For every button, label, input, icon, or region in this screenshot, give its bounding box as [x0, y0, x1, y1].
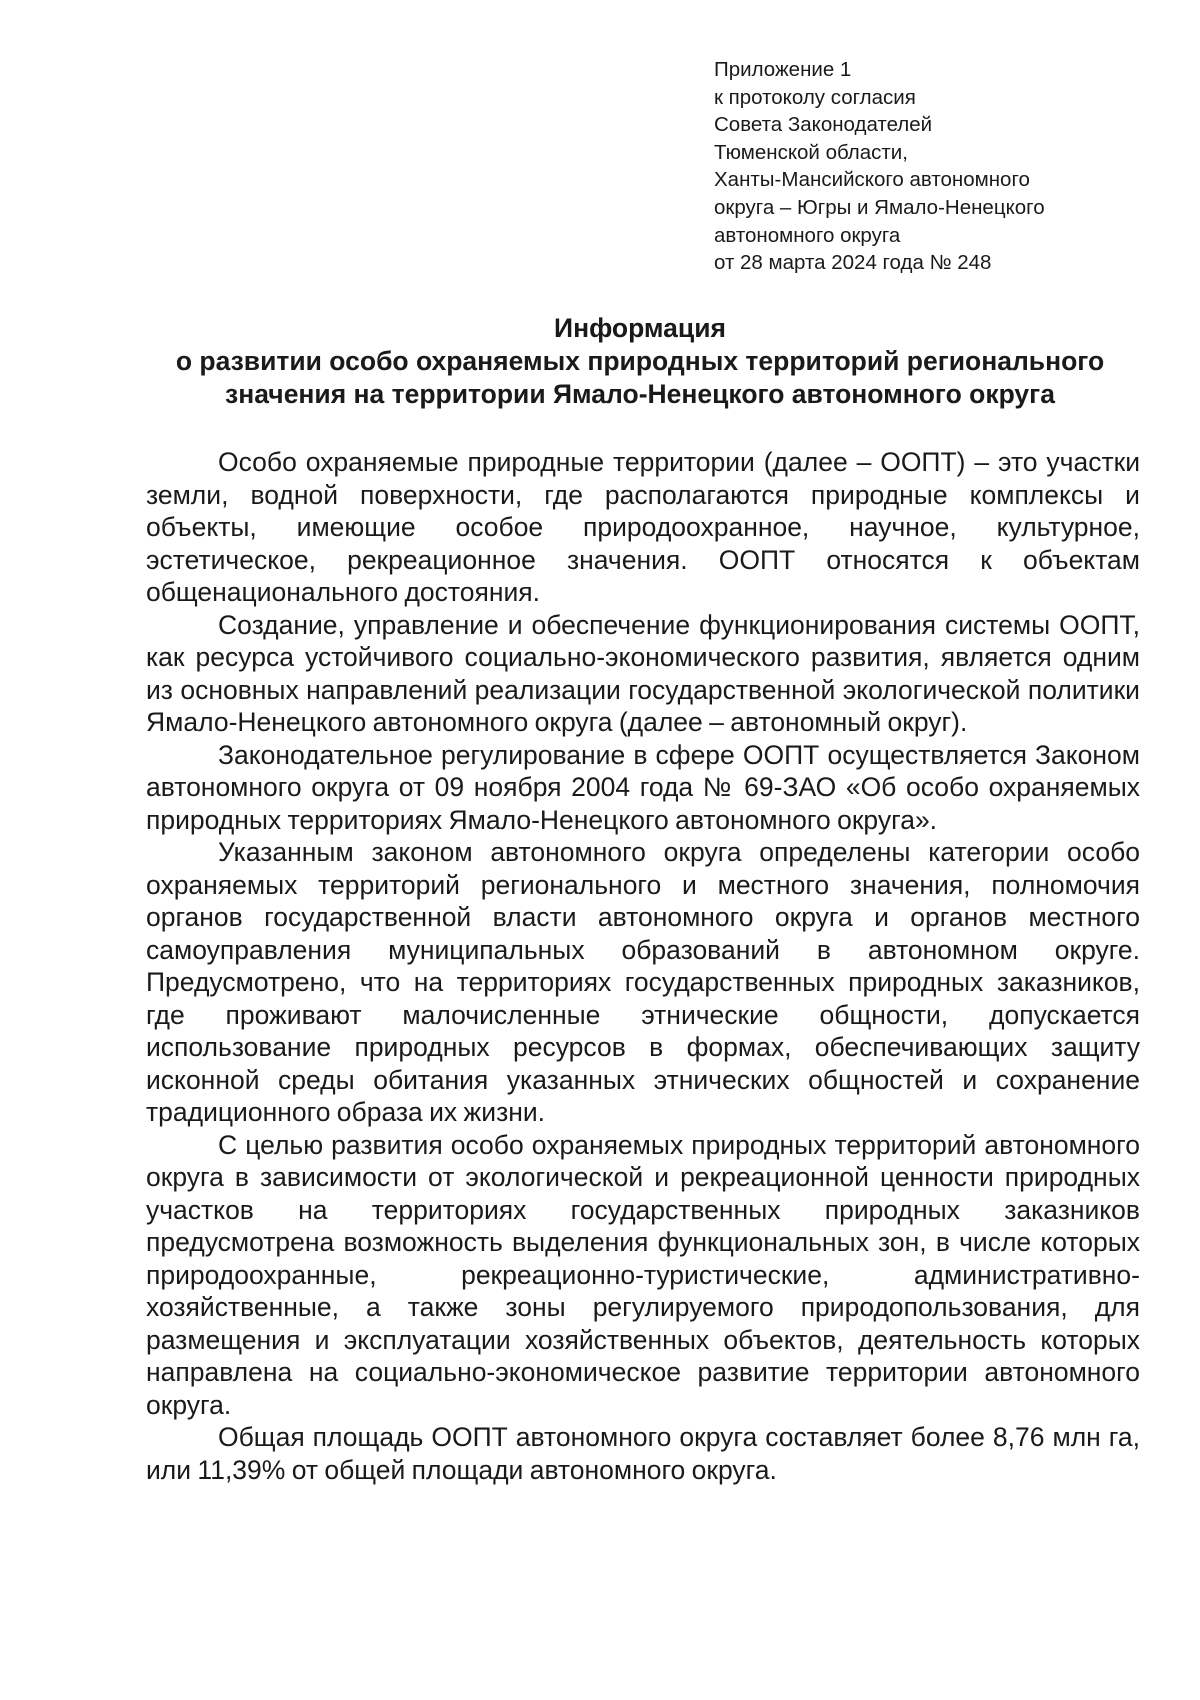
title-line: Информация: [554, 313, 726, 343]
annex-line: округа – Югры и Ямало-Ненецкого: [714, 195, 1045, 219]
document-title: [140, 312, 1140, 411]
body-paragraph: С целью развития особо охраняемых природных территорий автономного округа в зависимости от экологической и рекреационной ценности природных участков на территориях государственных природных заказников предусмотрена возможность выделения функциональных зон, в числе которых природоохранные, рекреационно-туристические, административно-хозяйственные, а также зоны регулируемого природопользования, для размещения и эксплуатации хозяйственных объектов, деятельность которых направлена на социально-экономическое развитие территории автономного округа.: [146, 1129, 1140, 1420]
body-paragraph: Создание, управление и обеспечение функционирования системы ООПТ, как ресурса устойчивого социально-экономического развития, является одним из основных направлений реализации государственной экологической политики Ямало-Ненецкого автономного округа (далее – автономный округ).: [146, 609, 1140, 737]
annex-line: автономного округа: [714, 223, 901, 247]
annex-line: Совета Законодателей: [714, 113, 933, 137]
annex-line: Приложение 1: [714, 58, 852, 81]
body-paragraph: Законодательное регулирование в сфере ООПТ осуществляется Законом автономного округа от 09 ноября 2004 года № 69-ЗАО «Об особо охраняемых природных территориях Ямало-Ненецкого автономного округа».: [146, 739, 1140, 835]
body-paragraph: Особо охраняемые природные территории (далее – ООПТ) – это участки земли, водной поверхности, где располагаются природные комплексы и объекты, имеющие особое природоохранное, научное, культурное, эстетическое, рекреационное значения. ООПТ относятся к объектам общенационального достояния.: [146, 447, 1140, 607]
annex-line: к протоколу согласия: [714, 85, 916, 109]
title-line: о развитии особо охраняемых природных территорий регионального: [175, 346, 1105, 376]
title-line: значения на территории Ямало-Ненецкого автономного округа: [225, 379, 1055, 409]
body-paragraph: Общая площадь ООПТ автономного округа составляет более 8,76 млн га, или 11,39% от общей площади автономного округа.: [146, 1422, 1140, 1485]
annex-line: от 28 марта 2024 года № 248: [714, 251, 992, 275]
document-body: [146, 446, 1140, 1486]
annex-line: Ханты-Мансийского автономного: [714, 168, 1030, 192]
annex-line: Тюменской области,: [714, 140, 908, 164]
annex-header: [714, 56, 1154, 277]
body-paragraph: Указанным законом автономного округа определены категории особо охраняемых территорий регионального и местного значения, полномочия органов государственной власти автономного округа и органов местного самоуправления муниципальных образований в автономном округе. Предусмотрено, что на территориях государственных природных заказников, где проживают малочисленные этнические общности, допускается использование природных ресурсов в формах, обеспечивающих защиту исконной среды обитания указанных этнических общностей и сохранение традиционного образа их жизни.: [146, 837, 1140, 1127]
